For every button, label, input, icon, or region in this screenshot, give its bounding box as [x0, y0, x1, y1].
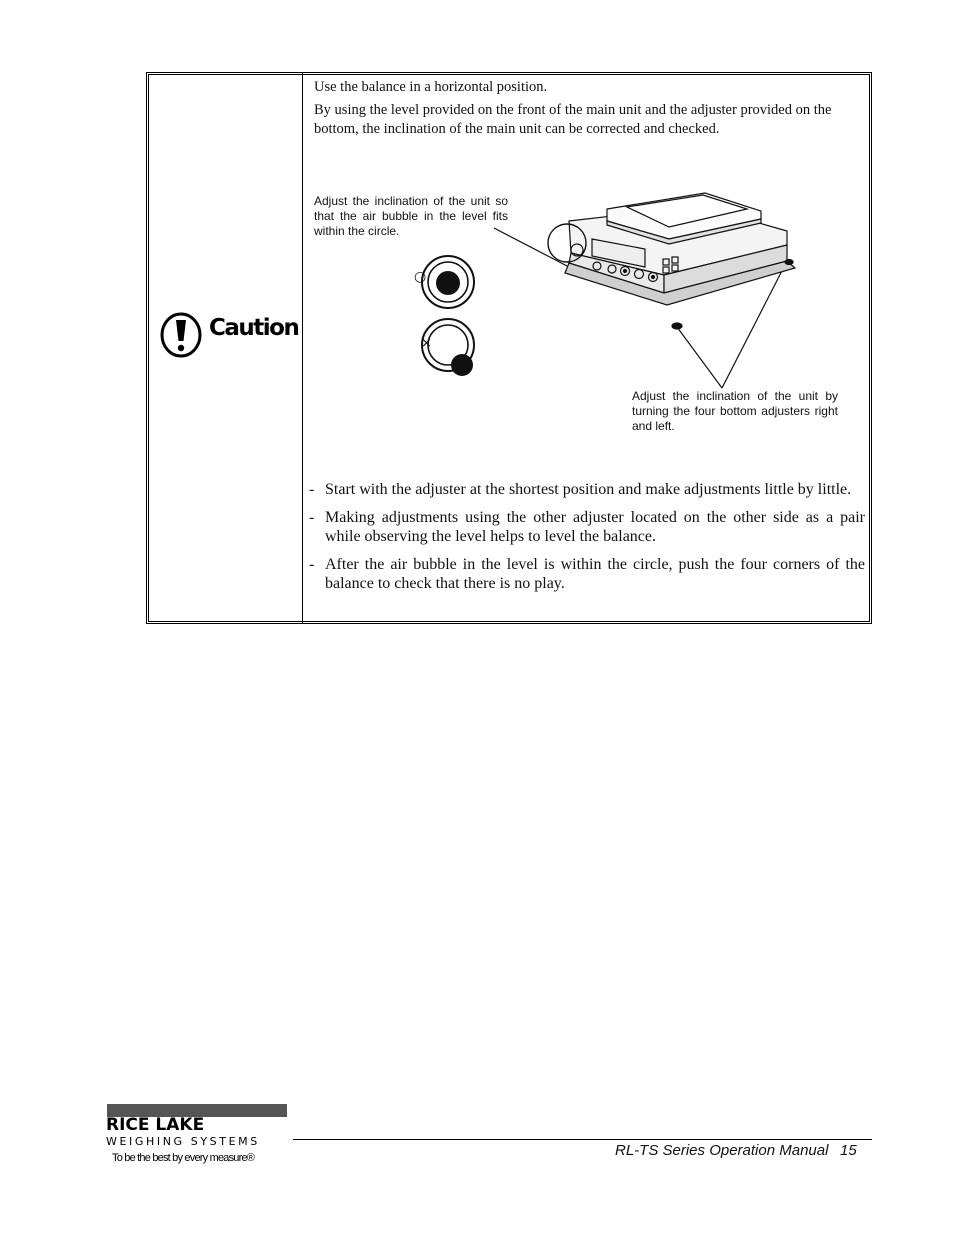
exclamation-icon: [159, 310, 203, 360]
caution-bullet-list: [309, 480, 865, 602]
caution-table: [146, 72, 872, 624]
rice-lake-logo: [96, 1104, 296, 1168]
footer-divider: [293, 1139, 872, 1140]
intro-text-horizontal: Use the balance in a horizontal position.: [314, 79, 548, 95]
ok-mark: ○: [414, 269, 427, 285]
logo-sub-text: WEIGHING SYSTEMS: [106, 1135, 260, 1148]
balance-illustration: [307, 163, 867, 533]
intro-text-level: By using the level provided on the front of the main unit and the adjuster provided on the bottom, the inclination of the main unit can be corrected and checked.: [314, 102, 832, 137]
logo-tagline: To be the best by every measure®: [112, 1152, 255, 1164]
leveling-diagram: [307, 163, 867, 533]
level-callout: Adjust the inclination of the unit so that the air bubble in the level fits within the circle.: [314, 194, 508, 238]
cell-divider: [302, 73, 303, 623]
manual-title: RL-TS Series Operation Manual: [615, 1142, 829, 1159]
list-item: - Start with the adjuster at the shortest position and make adjustments little by little.: [309, 481, 852, 498]
logo-main-text: RICE LAKE: [106, 1115, 205, 1135]
level-incorrect-icon: [422, 319, 474, 376]
list-item: - After the air bubble in the level is within the circle, push the four corners of the balance to check that there is no play.: [309, 556, 865, 592]
balance-scale-icon: [548, 193, 795, 329]
level-correct-icon: [422, 256, 474, 308]
page-number: 15: [840, 1142, 857, 1159]
ng-mark: ×: [421, 336, 432, 351]
caution-label: Caution: [209, 315, 299, 341]
caution-cell: [149, 75, 302, 621]
adjuster-callout: Adjust the inclination of the unit by turning the four bottom adjusters right and left.: [632, 389, 838, 433]
list-item: - Making adjustments using the other adjuster located on the other side as a pair while observing the level helps to level the balance.: [309, 509, 865, 545]
